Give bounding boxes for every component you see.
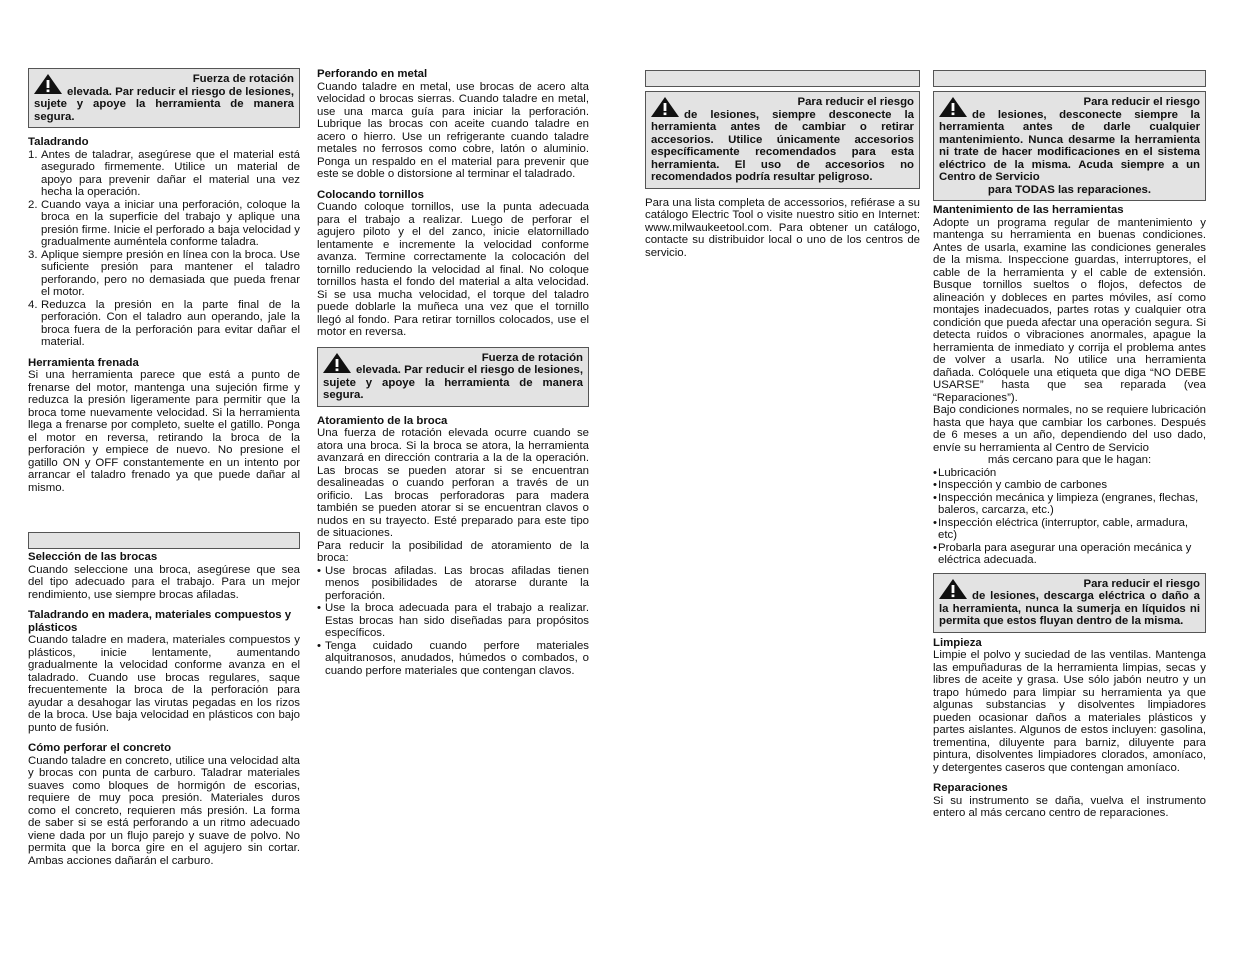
heading-limpieza: Limpieza (933, 636, 982, 649)
heading-reparaciones: Reparaciones (933, 782, 1008, 794)
list-item: • Inspección mecánica y limpieza (engranes, flechas, baleros, carcarza, etc.) (933, 491, 1199, 516)
warning-box-accessories (645, 91, 920, 189)
heading-herramienta-frenada: Herramienta frenada (28, 356, 139, 369)
paragraph: Bajo condiciones normales, no se requiere lubricación hasta que haya que cambiar los carbones. Después de 6 meses a un año, dependiendo del uso dado, envíe su herramienta al Centro de Servicio (933, 404, 1206, 454)
heading-madera: Taladrando en madera, materiales compuestos y plásticos (28, 609, 292, 634)
list-item: • Tenga cuidado cuando perfore materiales alquitranosos, anudados, húmedos o combados, o cuando perfore materiales que contengan clavos. (317, 639, 589, 677)
warning-text: elevada. Par reducir el riesgo de lesiones, sujete y apoye la herramienta de manera segura. (323, 364, 583, 401)
paragraph: Cuando seleccione una broca, asegúrese que sea del tipo adecuado para el trabajo. Para un mejor rendimiento, use siempre brocas afiladas. (28, 563, 300, 601)
list-item: • Use brocas afiladas. Las brocas afiladas tienen menos posibilidades de atorarse durante la perforación. (317, 564, 589, 602)
paragraph: Para una lista completa de accessorios, refiérase a su catálogo Electric Tool o visite nuestro sitio en Internet: www.milwaukeetool.com. Para obtener un catálogo, contacte su distribuidor local o uno de los centros de servicio. (645, 196, 920, 259)
heading-concreto: Cómo perforar el concreto (28, 742, 172, 754)
column-1 (28, 68, 300, 867)
warning-text-end: para TODAS las reparaciones. (987, 183, 1152, 196)
heading-seleccion-brocas: Selección de las brocas (28, 551, 158, 563)
warning-lead: Para reducir el riesgo (797, 96, 914, 108)
heading-tornillos: Colocando tornillos (317, 188, 424, 201)
heading-taladrando: Taladrando (28, 136, 89, 148)
list-item: 1. Antes de taladrar, asegúrese que el material está asegurado firmemente. Utilice un material de apoyo para prevenir dañar el material una vez hecha la operación. (28, 148, 300, 198)
paragraph: Si su instrumento se daña, vuelva el instrumento entero al más cercano centro de reparaciones. (933, 794, 1206, 819)
column-4 (933, 70, 1206, 820)
warning-lead: Fuerza de rotación (192, 73, 294, 85)
warning-triangle-icon (938, 578, 968, 600)
heading-mantenimiento: Mantenimiento de las herramientas (933, 204, 1124, 216)
section-header-bar (28, 532, 300, 549)
warning-lead: Para reducir el riesgo (1083, 96, 1200, 108)
paragraph: Una fuerza de rotación elevada ocurre cuando se atora una broca. Si la broca se atora, la herramienta avanzará en dirección contraria a la de la operación. Las brocas se pueden atorar si se encuentran desalineadas o cuando perforan a través de un orificio. Las brocas perforadoras para madera también se pueden atorar si se encuentran clavos o nudos en su trayecto. Esté preparado para este tipo de situaciones. (317, 427, 589, 539)
paragraph: Para reducir la posibilidad de atoramiento de la broca: (317, 539, 589, 564)
paragraph: Cuando taladre en madera, materiales compuestos y plásticos, inicie lentamente, aumentando gradualmente la velocidad conforme avanza en el taladrado. Cuando use brocas regulares, saque frecuentemente la broca de la perforación para ayudar a desahogar las virutas pegadas en los rizos de la broca. Use baja velocidad en plásticos con bajo punto de fusión. (28, 634, 300, 734)
list-item: 3. Aplique siempre presión en línea con la broca. Use suficiente presión para mantener el taladro perforando, pero no demasiada que pueda frenar el motor. (28, 248, 300, 298)
paragraph: Limpie el polvo y suciedad de las ventilas. Mantenga las empuñaduras de la herramienta limpias, secas y libres de aceite y grasa. Use sólo jabón neutro y un trapo húmedo para limpiar su herramienta ya que algunas substancias y disolventes limpiadores pueden ocasionar daños a materiales plásticos y partes aislantes. Algunos de estos incluyen: gasolina, trementina, diluyente para barniz, diluyente para pintura, disolventes limpiadores clorados, amoníaco, y detergentes caseros que contengan amoníaco. (933, 649, 1206, 774)
heading-atoramiento: Atoramiento de la broca (317, 414, 448, 427)
warning-lead: Para reducir el riesgo (1083, 577, 1200, 590)
paragraph: Adopte un programa regular de mantenimiento y mantenga su herramienta en buenas condiciones. Antes de usarla, examine las condiciones generales de la misma. Inspeccione guardas, interruptores, el cable de la herramienta y el cable de extensión. Busque tornillos sueltos o flojos, defectos de alineación y dobleces en partes móviles, así como montajes inadecuados, partes rotas y cualquier otra condición que pueda afectar una operación segura. Si detecta ruidos o vibraciones anormales, apague la herramienta de inmediato y corrija el problema antes de volver a usarla. No utilice una herramienta dañada. Colóquele una etiqueta que diga “NO DEBE USARSE” hasta que sea reparada (vea “Reparaciones”). (933, 216, 1206, 404)
warning-box-liquids (933, 573, 1206, 633)
list-item: 2. Cuando vaya a iniciar una perforación, coloque la broca en la superficie del trabajo y aplique una presión firme. Inicie el perforado a baja velocidad y gradualmente auméntela conforme taladra. (28, 198, 300, 248)
list-item: • Lubricación (933, 466, 997, 479)
taladrando-list (28, 149, 300, 349)
warning-text: de lesiones, siempre desconecte la herramienta antes de cambiar o retirar accesorios. Utilice únicamente accesorios específicamente recomendados para esta herramienta. El uso de accesorios no recomendados podría resultar peligroso. (651, 108, 914, 183)
warning-box-rotation (28, 68, 300, 128)
section-header-bar (645, 70, 920, 87)
warning-text: elevada. Par reducir el riesgo de lesiones, sujete y apoye la herramienta de manera segura. (34, 85, 294, 123)
paragraph: Cuando taladre en metal, use brocas de acero alta velocidad o brocas sierras. Cuando taladre en metal, use una marca guía para iniciar la perforación. Lubrique las brocas con aceite cuando taladre en acero o hierro. Use un refrigerante cuando taladre metales no ferrosos como cobre, latón o aluminio. Ponga un respaldo en el material para prevenir que este se doble o distorsione al terminar el taladrado. (317, 80, 589, 180)
warning-text: de lesiones, desconecte siempre la herramienta antes de darle cualquier mantenimiento. Nunca desarme la herramienta ni trate de hacer modificaciones en el sistema eléctrico de la misma. Acuda siempre a un Centro de Servicio (939, 108, 1200, 183)
warning-triangle-icon (33, 73, 63, 95)
paragraph: Si una herramienta parece que está a punto de frenarse del motor, mantenga una sujeción firme y reduzca la presión ligeramente para permitir que la broca tome nuevamente velocidad. Si la herramienta llega a frenarse por completo, suelte el gatillo. Ponga el motor en reversa, retirando la broca de la perforación y empiece de nuevo. No presione el gatillo ON y OFF constantemente en un intento por arrancar el taladro frenado ya que puede dañar al mismo. (28, 369, 300, 494)
mantenimiento-list (933, 467, 1206, 567)
list-item: • Probarla para asegurar una operación mecánica y eléctrica adecuada. (933, 541, 1192, 566)
list-item: • Inspección eléctrica (interruptor, cable, armadura, etc) (933, 516, 1189, 541)
warning-lead: Fuerza de rotación (481, 351, 583, 364)
warning-triangle-icon (650, 96, 680, 118)
warning-text: de lesiones, descarga eléctrica o daño a la herramienta, nunca la sumerja en líquidos ni permita que estos fluyan dentro de la misma. (939, 590, 1200, 627)
warning-triangle-icon (938, 96, 968, 118)
column-3 (645, 70, 920, 259)
paragraph-end: más cercano para que le hagan: (987, 454, 1152, 466)
paragraph: Cuando taladre en concreto, utilice una velocidad alta y brocas con punta de carburo. Taladrar materiales suaves como bloques de hormigón de escorias, requiere de muy poca presión. Materiales duros como el concreto, requieren más presión. La forma de saber si se está perforando a un ritmo adecuado viene dada por un flujo parejo y suave de polvo. No permita que la borca gire en el agujero sin cortar. Ambas acciones dañarán el carburo. (28, 754, 300, 867)
section-header-bar (933, 70, 1206, 87)
list-item: • Use la broca adecuada para el trabajo a realizar. Estas brocas han sido diseñadas para propósitos específicos. (317, 602, 589, 639)
list-item: 4. Reduzca la presión en la parte final de la perforación. Con el taladro aun operando, jale la broca fuera de la perforación para evitar dañar el material. (28, 298, 300, 348)
warning-box-maintenance (933, 91, 1206, 201)
paragraph: Cuando coloque tornillos, use la punta adecuada para el trabajo a realizar. Luego de perforar el agujero piloto y el del zanco, inicie elatornillado lentamente e incremente la velocidad conforme avanza. Termine correctamente la colocación del tornillo reduciendo la velocidad al final. No coloque tornillos hasta el fondo del material a alta velocidad. Si se usa mucha velocidad, el torque del taladro puede doblarle la muñeca una vez que el tornillo llegó al fondo. Para retirar tornillos colocados, use el motor en reversa. (317, 201, 589, 338)
atoramiento-list (317, 565, 589, 678)
warning-box-rotation (317, 347, 589, 407)
heading-metal: Perforando en metal (317, 68, 428, 80)
warning-triangle-icon (322, 352, 352, 374)
list-item: • Inspección y cambio de carbones (933, 479, 1108, 491)
column-2 (317, 68, 589, 677)
